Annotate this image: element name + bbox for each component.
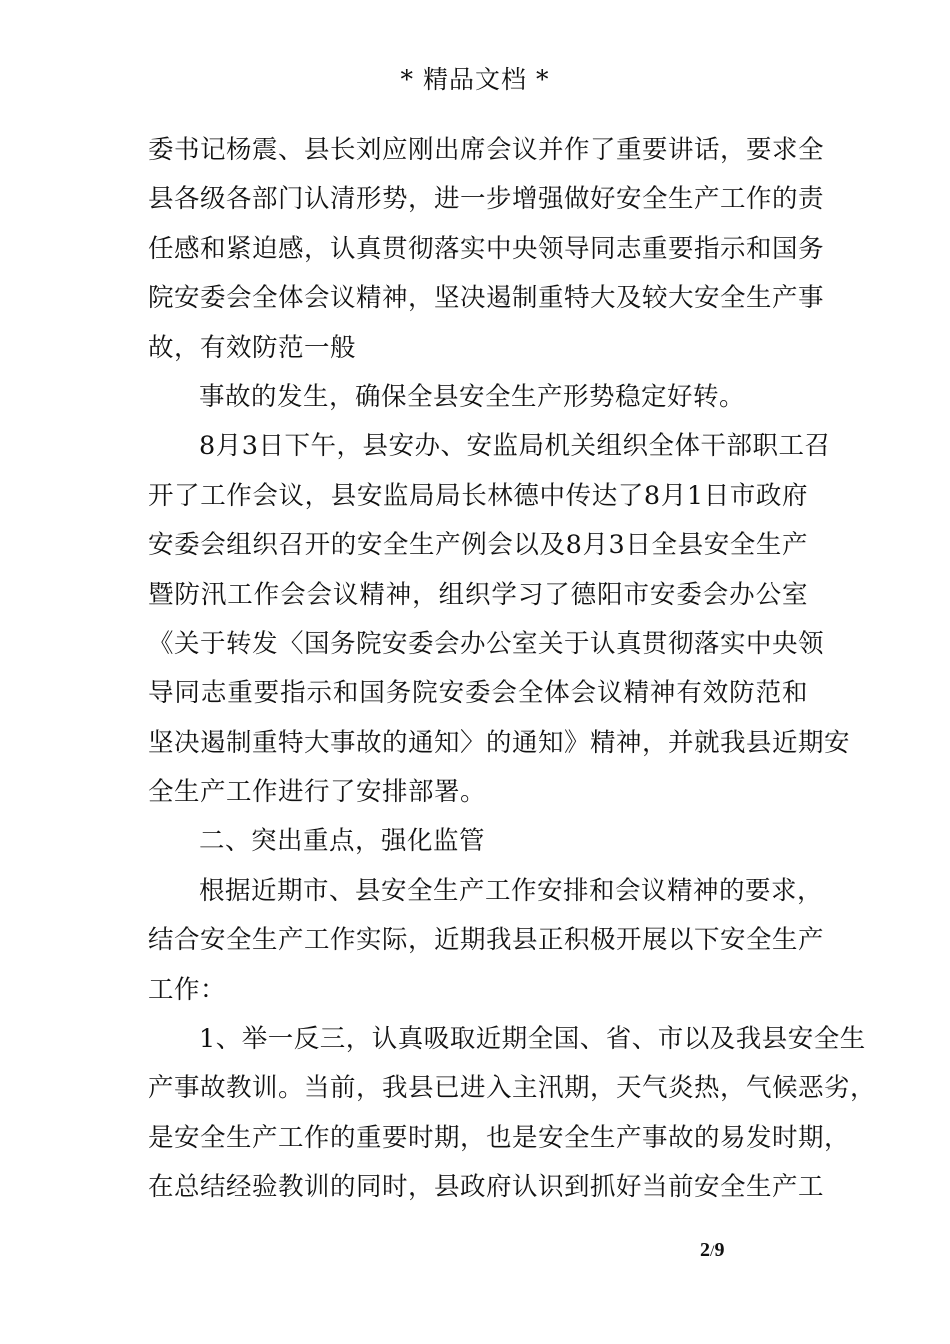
paragraph-start: 8月3日下午，县安办、安监局机关组织全体干部职工召	[199, 431, 831, 462]
page-current: 2	[700, 1239, 710, 1261]
body-text	[148, 126, 877, 1213]
text-line: 县各级各部门认清形势，进一步增强做好安全生产工作的责	[148, 184, 825, 215]
text-line: 安委会组织召开的安全生产例会以及8月3日全县安全生产	[148, 530, 808, 561]
text-line: 《关于转发〈国务院安委会办公室关于认真贯彻落实中央领	[148, 628, 825, 659]
text-line: 开了工作会议，县安监局局长林德中传达了8月1日市政府	[148, 480, 808, 511]
section-heading: 二、突出重点，强化监管	[199, 826, 486, 857]
text-line: 故，有效防范一般	[148, 332, 357, 363]
paragraph-start: 1、举一反三，认真吸取近期全国、省、市以及我县安全生	[199, 1024, 866, 1055]
text-line: 暨防汛工作会会议精神，组织学习了德阳市安委会办公室	[148, 579, 808, 610]
text-line: 院安委会全体会议精神，坚决遏制重特大及较大安全生产事	[148, 283, 825, 314]
text-line: 工作：	[148, 974, 227, 1005]
text-line: 全生产工作进行了安排部署。	[148, 777, 487, 808]
page-separator: /	[710, 1243, 715, 1260]
text-line: 导同志重要指示和国务院安委会全体会议精神有效防范和	[148, 678, 808, 709]
page-header: * 精品文档 *	[400, 65, 550, 94]
text-line: 在总结经验教训的同时，县政府认识到抓好当前安全生产工	[148, 1172, 825, 1203]
text-line: 结合安全生产工作实际，近期我县正积极开展以下安全生产	[148, 925, 825, 956]
paragraph-start: 事故的发生，确保全县安全生产形势稳定好转。	[199, 381, 746, 412]
page-number	[700, 1236, 724, 1266]
text-line: 坚决遏制重特大事故的通知〉的通知》精神，并就我县近期安	[148, 727, 851, 758]
text-line: 任感和紧迫感，认真贯彻落实中央领导同志重要指示和国务	[148, 233, 825, 264]
paragraph-start: 根据近期市、县安全生产工作安排和会议精神的要求，	[199, 875, 824, 906]
text-line: 委书记杨震、县长刘应刚出席会议并作了重要讲话，要求全	[148, 135, 825, 165]
page-total: 9	[714, 1239, 725, 1261]
text-line: 产事故教训。当前，我县已进入主汛期，天气炎热，气候恶劣，	[148, 1073, 877, 1104]
text-line: 是安全生产工作的重要时期，也是安全生产事故的易发时期，	[148, 1122, 851, 1153]
